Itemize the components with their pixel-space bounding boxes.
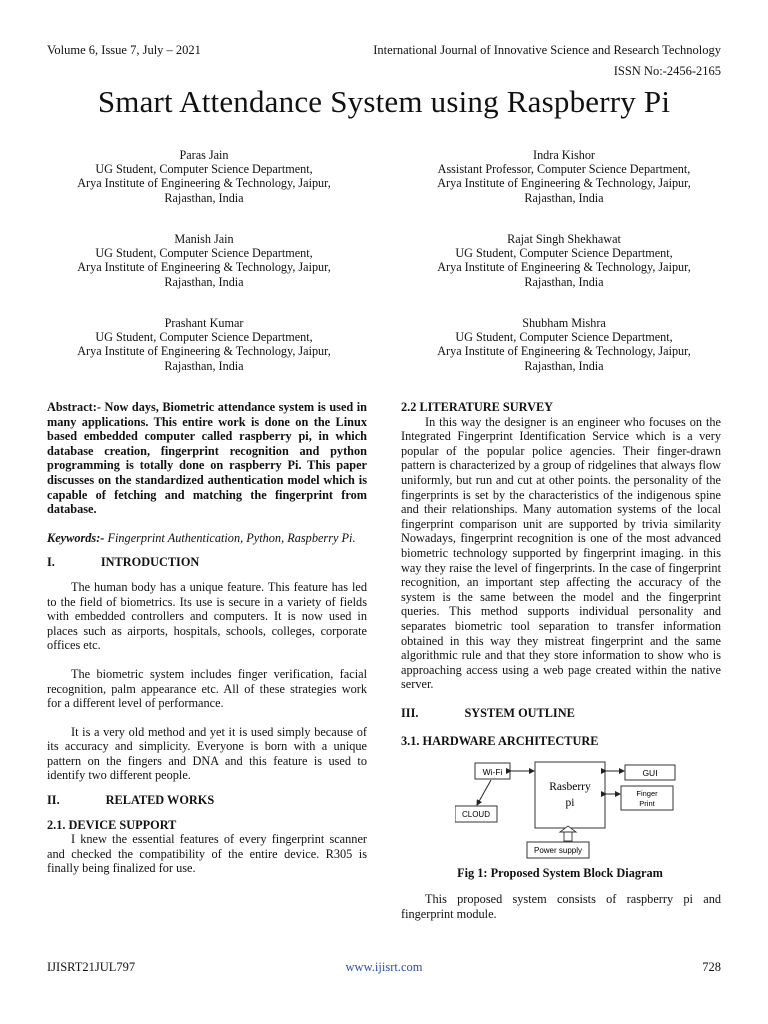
system-block-diagram [455,758,690,863]
subsection-heading-literature-survey: 2.2 LITERATURE SURVEY [401,400,554,414]
intro-paragraph: The biometric system includes finger verification, facial recognition, palm appearance etc. All of these strategies work for a different level of performance. [47,666,367,711]
footer-website-link[interactable]: www.ijisrt.com [345,960,423,974]
author-role: UG Student, Computer Science Department, [95,330,313,345]
paper-title: Smart Attendance System using Raspberry Pi [97,84,671,119]
author-role: UG Student, Computer Science Department, [455,246,673,261]
author-block [44,316,364,373]
raspberry-pi-label-line2: pi [565,797,575,809]
footer-paper-id: IJISRT21JUL797 [47,960,136,974]
author-institution: Arya Institute of Engineering & Technology, Jaipur, [77,176,331,191]
fingerprint-label-line1: Finger [636,789,658,798]
author-name: Indra Kishor [533,148,595,162]
author-institution: Arya Institute of Engineering & Technology, Jaipur, [437,344,691,359]
figure-caption: Fig 1: Proposed System Block Diagram [457,866,663,880]
author-name: Shubham Mishra [522,316,606,330]
running-header-journal: International Journal of Innovative Science and Research Technology [373,43,721,57]
author-block [404,148,724,205]
author-institution: Arya Institute of Engineering & Technology, Jaipur, [437,260,691,275]
author-block [404,316,724,373]
author-block [404,232,724,289]
author-location: Rajasthan, India [164,274,244,289]
literature-survey-paragraph: In this way the designer is an engineer who focuses on the Integrated Fingerprint Identification Service which is a very popular of the popular police agencies. Their finger-drawn pattern is characterized by a group of ridgelines that always flow uniformly, but run and cut at other points. the personality of the fingerprints is set by the characteristics of the indigenous spine and their relationships. Many automation systems of the local fingerprint comparison unit are supported by trivia similarity Nowadays, fingerprint recognition is one of the most advanced biometric technology supported by fingerprint imaging. in this way they raise the level of fingerprints. In the case of fingerprint recognition, an important step affecting the accuracy of the system is the same between the model and the fingerprint queries. This method supports individual personality and separates biometric tool separation to transfer information obtained in this way they mistreat fingerprint and the same algorithmic rule and that they store information to show who is approaching access using a web page created within the native server. [401,414,721,692]
footer-page-number: 728 [702,960,721,974]
raspberry-pi-label-line1: Rasberry [549,781,591,793]
author-institution: Arya Institute of Engineering & Technology, Jaipur, [77,344,331,359]
author-location: Rajasthan, India [524,190,604,205]
left-column [47,400,367,876]
author-location: Rajasthan, India [524,358,604,373]
author-role: UG Student, Computer Science Department, [95,162,313,177]
author-name: Prashant Kumar [164,316,244,330]
keywords-label: Keywords:- [47,530,105,545]
intro-paragraph: The human body has a unique feature. This feature has led to the field of biometrics. Its use is secure in a variety of fields with embedded controllers and computers. It is now used in places such as airports, hospitals, schools, colleges, corporate offices etc. [47,579,367,653]
power-supply-label: Power supply [533,846,583,855]
wifi-cloud-arrow [477,780,491,805]
wifi-label: Wi-Fi [482,767,503,777]
author-location: Rajasthan, India [524,274,604,289]
raspberry-pi-box [535,762,605,828]
subsection-heading-hardware-architecture: 3.1. HARDWARE ARCHITECTURE [401,734,599,749]
author-location: Rajasthan, India [164,358,244,373]
system-paragraph: This proposed system consists of raspberry pi and fingerprint module. [401,892,721,921]
subsection-heading-device-support: 2.1. DEVICE SUPPORT [47,817,177,832]
cloud-label: CLOUD [461,810,491,819]
author-role: UG Student, Computer Science Department, [95,246,313,261]
section-heading-introduction: I. INTRODUCTION [47,555,200,570]
author-name: Manish Jain [174,232,234,246]
author-institution: Arya Institute of Engineering & Technology, Jaipur, [77,260,331,275]
gui-label: GUI [642,768,658,778]
keywords-text: Fingerprint Authentication, Python, Raspberry Pi. [104,530,356,545]
abstract: Abstract:- Now days, Biometric attendance system is used in many applications. This entire work is done on the Linux based embedded computer called raspberry pi, in which database creation, fingerprint recognition and python programming is totally done on raspberry Pi. This paper discusses on the standardized authentication model which is capable of fetching and matching the fingerprint from database. [47,400,367,517]
author-block [44,148,364,205]
author-block [44,232,364,289]
section-heading-system-outline: III. SYSTEM OUTLINE [401,705,575,720]
device-support-paragraph: I knew the essential features of every fingerprint scanner and checked the compatibility of the entire device. R305 is finally being finalized for use. [47,832,367,876]
running-header-issn: ISSN No:-2456-2165 [613,64,721,78]
fingerprint-label-line2: Print [639,799,655,808]
keywords [47,531,367,546]
author-name: Rajat Singh Shekhawat [507,232,621,246]
running-header-volume: Volume 6, Issue 7, July – 2021 [47,43,201,57]
right-column [401,400,721,749]
author-name: Paras Jain [179,148,229,162]
author-location: Rajasthan, India [164,190,244,205]
section-heading-related-works: II. RELATED WORKS [47,793,215,808]
right-column-lower [401,892,721,921]
author-role: Assistant Professor, Computer Science Department, [437,162,691,177]
author-role: UG Student, Computer Science Department, [455,330,673,345]
intro-paragraph: It is a very old method and yet it is used simply because of its accuracy and simplicity. Everyone is born with a unique pattern on the fingers and DNA and this feature is used to identify two different people. [47,724,367,783]
author-institution: Arya Institute of Engineering & Technology, Jaipur, [437,176,691,191]
